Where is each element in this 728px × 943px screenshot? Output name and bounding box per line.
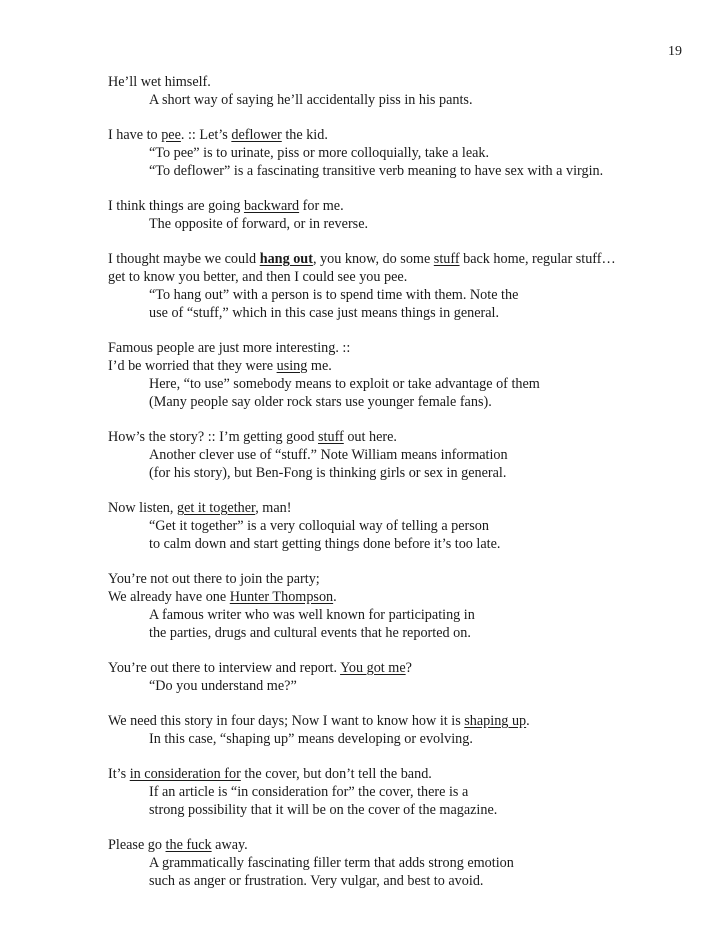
quote-text: the cover, but don’t tell the band.: [240, 766, 432, 782]
quote-text: He’ll wet himself.: [108, 74, 211, 90]
quote-text: I have to: [108, 127, 162, 143]
term-shaping-up: shaping up: [464, 713, 527, 729]
glossary-entry: [108, 73, 688, 109]
quote-text: You’re not out there to join the party;: [108, 571, 320, 587]
definition-line: Another clever use of “stuff.” Note William means information: [149, 447, 508, 463]
quote-text: out here.: [343, 429, 397, 445]
term-using: using: [276, 358, 308, 374]
quote-text: I thought maybe we could: [108, 251, 260, 267]
definition-line: In this case, “shaping up” means developing or evolving.: [149, 731, 473, 747]
quote-line: [108, 268, 688, 286]
term-stuff: stuff: [433, 251, 460, 267]
term-hunter-thompson: Hunter Thompson: [229, 589, 334, 605]
term-in-consideration-for: in consideration for: [129, 766, 241, 782]
glossary-content: [108, 73, 688, 907]
glossary-entry: [108, 659, 688, 695]
definition-line: The opposite of forward, or in reverse.: [149, 216, 369, 232]
quote-line: [108, 712, 688, 730]
term-get-it-together: get it together: [176, 500, 256, 516]
quote-line: [108, 197, 688, 215]
term-deflower: deflower: [231, 127, 282, 143]
quote-line: [108, 250, 688, 268]
quote-text: me.: [307, 358, 332, 374]
definition-line: “To deflower” is a fascinating transitive verb meaning to have sex with a virgin.: [149, 163, 604, 179]
definition-line: strong possibility that it will be on the cover of the magazine.: [149, 802, 498, 818]
glossary-entry: [108, 197, 688, 233]
term-stuff: stuff: [318, 429, 344, 445]
page-number: 19: [668, 44, 682, 59]
definition-line: A famous writer who was well known for participating in: [149, 607, 475, 623]
quote-line: [108, 73, 688, 91]
quote-text: for me.: [299, 198, 344, 214]
term-the-fuck: the fuck: [165, 837, 212, 853]
quote-line: [108, 588, 688, 606]
definition-line: A grammatically fascinating filler term that adds strong emotion: [149, 855, 514, 871]
glossary-entry: [108, 836, 688, 890]
definition-line: to calm down and start getting things done before it’s too late.: [149, 536, 501, 552]
glossary-entry: [108, 428, 688, 482]
quote-line: [108, 339, 688, 357]
quote-line: [108, 357, 688, 375]
quote-text: back home, regular stuff…: [459, 251, 616, 267]
quote-text: away.: [211, 837, 248, 853]
quote-text: Now listen,: [108, 500, 177, 516]
quote-line: [108, 499, 688, 517]
quote-text: the kid.: [281, 127, 328, 143]
term-pee: pee: [161, 127, 181, 143]
definition-line: If an article is “in consideration for” the cover, there is a: [149, 784, 469, 800]
term-hang-out: hang out: [259, 251, 313, 267]
quote-line: [108, 428, 688, 446]
quote-line: [108, 659, 688, 677]
glossary-entry: [108, 499, 688, 553]
glossary-entry: [108, 339, 688, 411]
definition-line: “To pee” is to urinate, piss or more colloquially, take a leak.: [149, 145, 490, 161]
quote-text: ?: [405, 660, 412, 676]
quote-text: It’s: [108, 766, 130, 782]
quote-text: I’d be worried that they were: [108, 358, 277, 374]
definition-line: “Get it together” is a very colloquial way of telling a person: [149, 518, 489, 534]
quote-text: We already have one: [108, 589, 230, 605]
quote-line: [108, 570, 688, 588]
definition-line: the parties, drugs and cultural events that he reported on.: [149, 625, 471, 641]
definition-line: (Many people say older rock stars use younger female fans).: [149, 394, 492, 410]
definition-line: use of “stuff,” which in this case just means things in general.: [149, 305, 500, 321]
glossary-entry: [108, 712, 688, 748]
definition-line: Here, “to use” somebody means to exploit or take advantage of them: [149, 376, 540, 392]
definition-line: (for his story), but Ben-Fong is thinking girls or sex in general.: [149, 465, 507, 481]
quote-text: I think things are going: [108, 198, 244, 214]
quote-text: , man!: [255, 500, 292, 516]
quote-text: You’re out there to interview and report.: [108, 660, 341, 676]
quote-line: [108, 765, 688, 783]
quote-text: , you know, do some: [312, 251, 434, 267]
glossary-entry: [108, 570, 688, 642]
term-backward: backward: [243, 198, 300, 214]
glossary-entry: [108, 765, 688, 819]
quote-text: We need this story in four days; Now I want to know how it is: [108, 713, 465, 729]
glossary-entry: [108, 250, 688, 322]
quote-text: .: [526, 713, 530, 729]
quote-text: .: [333, 589, 337, 605]
definition-line: “To hang out” with a person is to spend time with them. Note the: [149, 287, 519, 303]
quote-text: Famous people are just more interesting. ::: [108, 340, 351, 356]
quote-text: Please go: [108, 837, 166, 853]
quote-text: get to know you better, and then I could see you pee.: [108, 269, 408, 285]
quote-text: How’s the story? :: I’m getting good: [108, 429, 319, 445]
term-you-got-me: You got me: [340, 660, 406, 676]
definition-line: such as anger or frustration. Very vulgar, and best to avoid.: [149, 873, 484, 889]
quote-text: . :: Let’s: [180, 127, 232, 143]
quote-line: [108, 836, 688, 854]
definition-line: A short way of saying he’ll accidentally piss in his pants.: [149, 92, 473, 108]
glossary-entry: [108, 126, 688, 180]
quote-line: [108, 126, 688, 144]
definition-line: “Do you understand me?”: [149, 678, 297, 694]
